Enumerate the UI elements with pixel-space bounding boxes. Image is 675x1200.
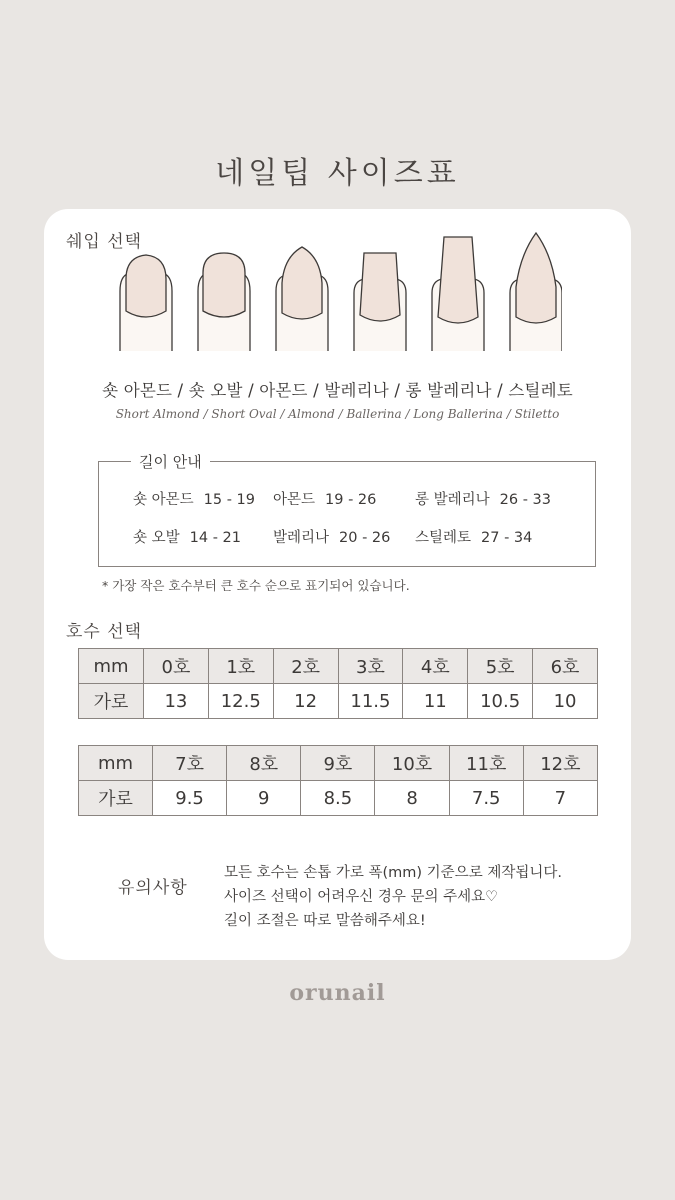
table-cell: mm — [79, 649, 144, 684]
table-cell: 5호 — [468, 649, 533, 684]
table-cell: 1호 — [208, 649, 273, 684]
table-cell: 10호 — [375, 746, 449, 781]
table-cell: 10.5 — [468, 684, 533, 719]
table-cell: 2호 — [273, 649, 338, 684]
shape-names-english: Short Almond / Short Oval / Almond / Ballerina / Long Ballerina / Stiletto — [115, 407, 560, 421]
table-cell: 8.5 — [301, 781, 375, 816]
length-guide-box — [98, 453, 596, 567]
length-item: 숏 아몬드 15 - 19 — [133, 492, 255, 508]
table-cell: mm — [79, 746, 153, 781]
shape-names-korean: 숏 아몬드 / 숏 오발 / 아몬드 / 발레리나 / 롱 발레리나 / 스틸레토 — [102, 381, 573, 400]
notes-list — [224, 861, 562, 933]
page-title: 네일팁 사이즈표 — [215, 156, 460, 191]
table-cell: 8 — [375, 781, 449, 816]
short-oval-icon — [198, 253, 250, 351]
table-cell: 9.5 — [153, 781, 227, 816]
table-cell: 7 — [523, 781, 597, 816]
size-table-1 — [78, 648, 598, 719]
table-cell: 11 — [403, 684, 468, 719]
table-cell: 7호 — [153, 746, 227, 781]
table-cell: 9호 — [301, 746, 375, 781]
length-item: 발레리나 20 - 26 — [273, 530, 391, 546]
nail-shapes-illustration — [112, 231, 562, 361]
length-item: 롱 발레리나 26 - 33 — [415, 492, 552, 508]
table-cell: 11호 — [449, 746, 523, 781]
table-cell: 10 — [533, 684, 598, 719]
size-table-2 — [78, 745, 598, 816]
length-item: 숏 오발 14 - 21 — [133, 530, 241, 546]
table-cell: 12.5 — [208, 684, 273, 719]
long-ballerina-icon — [432, 237, 484, 351]
shape-section-label: 쉐입 선택 — [66, 232, 143, 252]
table-cell: 8호 — [227, 746, 301, 781]
note-line: 길이 조절은 따로 말씀해주세요! — [224, 913, 426, 929]
table-cell: 13 — [144, 684, 209, 719]
length-footnote: * 가장 작은 호수부터 큰 호수 순으로 표기되어 있습니다. — [102, 578, 410, 593]
length-guide-title: 길이 안내 — [131, 451, 210, 472]
note-line: 사이즈 선택이 어려우신 경우 문의 주세요♡ — [224, 889, 499, 905]
table-cell: 가로 — [79, 684, 144, 719]
table-cell: 11.5 — [338, 684, 403, 719]
length-item: 아몬드 19 - 26 — [273, 492, 377, 508]
table-cell: 가로 — [79, 781, 153, 816]
table-cell: 4호 — [403, 649, 468, 684]
brand-logo: orunail — [289, 980, 386, 1006]
notes-label: 유의사항 — [118, 878, 188, 898]
table-cell: 0호 — [144, 649, 209, 684]
size-table-width-row — [79, 781, 598, 816]
ballerina-icon — [354, 253, 406, 351]
table-cell: 6호 — [533, 649, 598, 684]
stiletto-icon — [510, 233, 562, 351]
size-table-width-row — [79, 684, 598, 719]
length-item: 스틸레토 27 - 34 — [415, 530, 533, 546]
short-almond-icon — [120, 255, 172, 351]
size-chart-card — [44, 209, 631, 960]
size-table-header-row — [79, 746, 598, 781]
size-section-label: 호수 선택 — [66, 622, 143, 642]
table-cell: 12호 — [523, 746, 597, 781]
note-line: 모든 호수는 손톱 가로 폭(mm) 기준으로 제작됩니다. — [224, 865, 562, 881]
size-table-header-row — [79, 649, 598, 684]
table-cell: 12 — [273, 684, 338, 719]
table-cell: 7.5 — [449, 781, 523, 816]
table-cell: 3호 — [338, 649, 403, 684]
almond-icon — [276, 247, 328, 351]
table-cell: 9 — [227, 781, 301, 816]
